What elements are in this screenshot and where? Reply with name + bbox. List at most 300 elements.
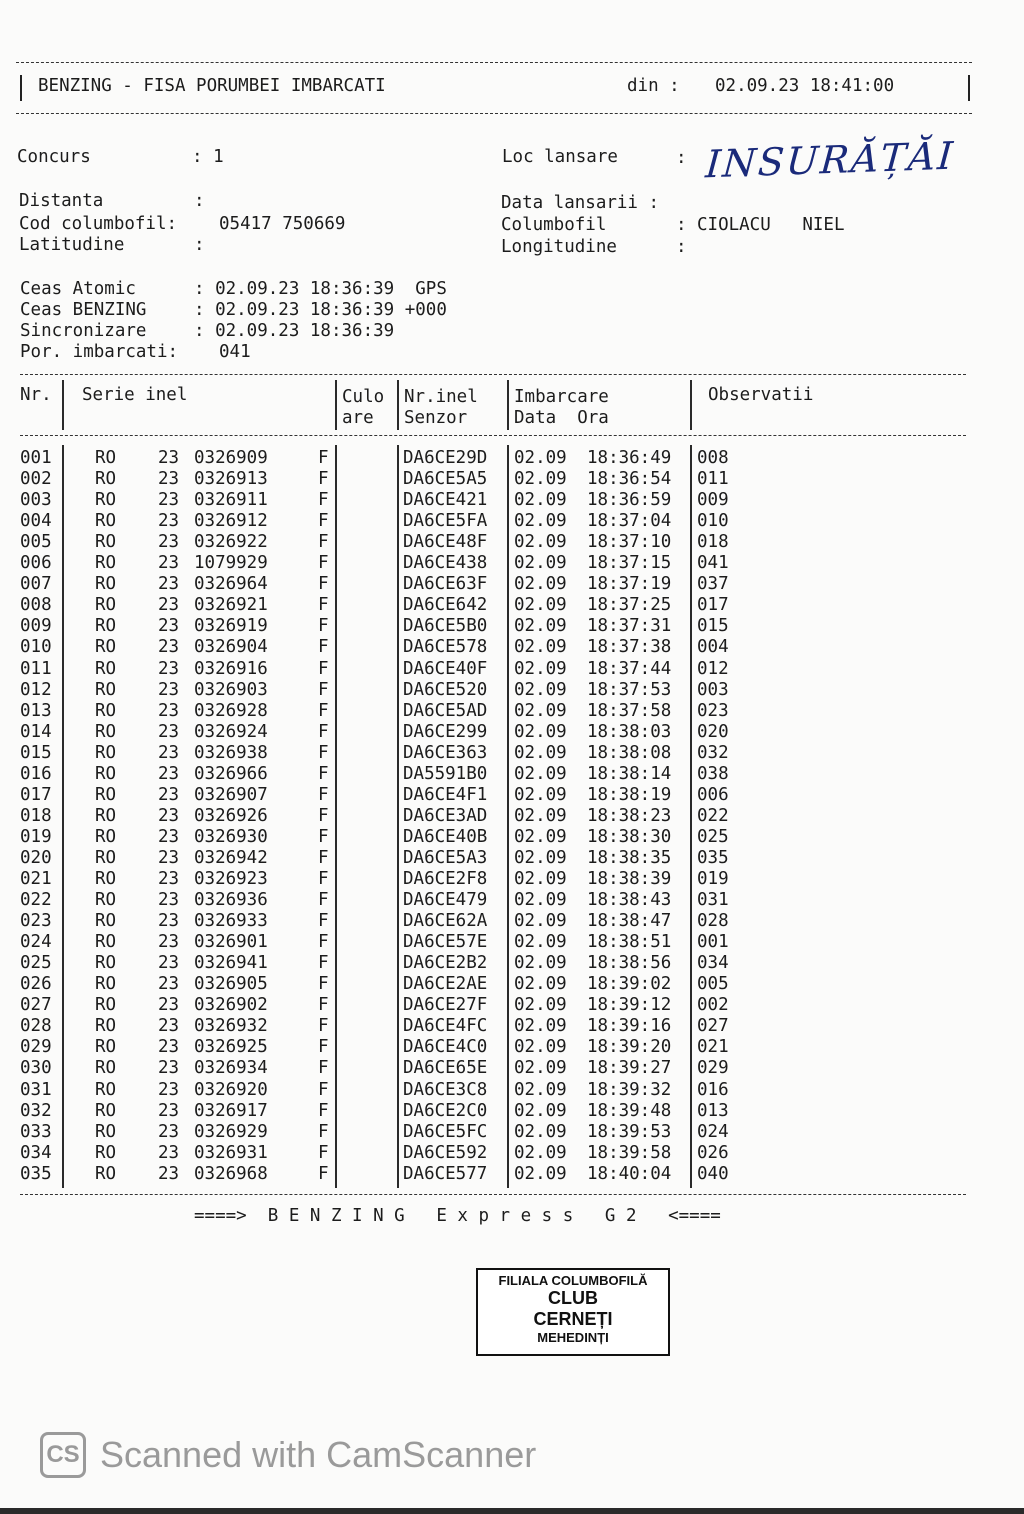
table-row: [0, 848, 960, 869]
cell-ring: 0326905: [194, 974, 268, 995]
vline-header-4: [507, 380, 509, 430]
cell-sex: F: [318, 532, 329, 553]
cell-date: 02.09: [514, 532, 567, 553]
cell-sensor: DA6CE57E: [403, 932, 488, 953]
cell-nr: 007: [20, 574, 52, 595]
cell-sensor: DA6CE27F: [403, 995, 488, 1016]
cell-sex: F: [318, 869, 329, 889]
cell-sensor: DA6CE421: [403, 490, 488, 511]
cell-ring: 0326932: [194, 1016, 268, 1037]
cell-year: 23: [158, 1163, 180, 1184]
cell-ring: 0326936: [194, 890, 268, 911]
cell-sensor: DA6CE2F8: [403, 869, 488, 889]
cell-nr: 025: [20, 953, 52, 974]
col-header-imbarcare-2: Data Ora: [514, 408, 609, 428]
table-row: [0, 1058, 960, 1079]
cell-date: 02.09: [514, 826, 567, 847]
cell-country: RO: [95, 1079, 117, 1100]
cell-time: 18:40:04: [587, 1163, 672, 1184]
longitudine-label: Longitudine: [501, 237, 617, 257]
cell-year: 23: [158, 574, 180, 595]
cell-date: 02.09: [514, 932, 567, 953]
cell-date: 02.09: [514, 679, 567, 700]
cell-sex: F: [318, 953, 329, 974]
cell-date: 02.09: [514, 1142, 567, 1163]
cell-year: 23: [158, 1100, 180, 1121]
cell-time: 18:37:53: [587, 679, 672, 700]
cell-time: 18:37:38: [587, 637, 672, 658]
cell-ring: 0326933: [194, 911, 268, 932]
cell-ring: 0326923: [194, 869, 268, 889]
cell-sensor: DA6CE2B2: [403, 953, 488, 974]
cell-sex: F: [318, 1142, 329, 1163]
table-row: [0, 490, 960, 511]
cell-country: RO: [95, 932, 117, 953]
table-row: [0, 974, 960, 995]
cell-time: 18:36:49: [587, 448, 672, 468]
cell-sex: F: [318, 679, 329, 700]
cell-time: 18:38:19: [587, 784, 672, 805]
stamp-line-3: CERNEȚI: [533, 1309, 613, 1329]
cell-nr: 010: [20, 637, 52, 658]
cell-ring: 0326926: [194, 805, 268, 826]
cell-time: 18:39:12: [587, 995, 672, 1016]
cell-time: 18:37:04: [587, 511, 672, 532]
cell-sensor: DA6CE48F: [403, 532, 488, 553]
cell-ring: 0326938: [194, 742, 268, 763]
cell-obs: 015: [697, 616, 729, 637]
por-imbarcati-value: 041: [219, 342, 251, 362]
cell-sensor: DA6CE63F: [403, 574, 488, 595]
cell-ring: 1079929: [194, 553, 268, 574]
cell-nr: 021: [20, 869, 52, 889]
cell-sensor: DA6CE65E: [403, 1058, 488, 1079]
cell-country: RO: [95, 974, 117, 995]
col-header-imbarcare-1: Imbarcare: [514, 387, 609, 407]
cell-date: 02.09: [514, 595, 567, 616]
cell-time: 18:38:56: [587, 953, 672, 974]
cell-date: 02.09: [514, 658, 567, 679]
cell-nr: 003: [20, 490, 52, 511]
cell-country: RO: [95, 1016, 117, 1037]
cell-obs: 022: [697, 805, 729, 826]
cell-country: RO: [95, 911, 117, 932]
cell-year: 23: [158, 890, 180, 911]
table-row: [0, 764, 960, 785]
cell-country: RO: [95, 1100, 117, 1121]
cell-date: 02.09: [514, 1016, 567, 1037]
cell-year: 23: [158, 721, 180, 742]
cell-nr: 004: [20, 511, 52, 532]
cell-sex: F: [318, 574, 329, 595]
cell-obs: 003: [697, 679, 729, 700]
cell-sensor: DA6CE438: [403, 553, 488, 574]
cell-obs: 008: [697, 448, 729, 468]
cell-time: 18:38:47: [587, 911, 672, 932]
table-row: [0, 869, 960, 890]
cell-nr: 020: [20, 847, 52, 868]
cell-obs: 038: [697, 763, 729, 784]
cell-country: RO: [95, 869, 117, 889]
table-row: [0, 743, 960, 764]
cell-ring: 0326901: [194, 932, 268, 953]
cell-sex: F: [318, 469, 329, 490]
cell-nr: 012: [20, 679, 52, 700]
cell-obs: 002: [697, 995, 729, 1016]
cell-sensor: DA6CE5B0: [403, 616, 488, 637]
cell-ring: 0326907: [194, 784, 268, 805]
cell-ring: 0326966: [194, 763, 268, 784]
table-row: [0, 574, 960, 595]
cell-country: RO: [95, 763, 117, 784]
cell-year: 23: [158, 679, 180, 700]
cell-sex: F: [318, 826, 329, 847]
header-right-bar: [968, 75, 970, 101]
cell-date: 02.09: [514, 616, 567, 637]
cell-time: 18:37:15: [587, 553, 672, 574]
cell-date: 02.09: [514, 784, 567, 805]
table-row: [0, 616, 960, 637]
cell-ring: 0326928: [194, 700, 268, 721]
cell-date: 02.09: [514, 574, 567, 595]
cell-obs: 031: [697, 890, 729, 911]
table-row: [0, 1122, 960, 1143]
col-header-culoare-2: are: [342, 408, 374, 428]
cell-country: RO: [95, 616, 117, 637]
cod-columbofil-label: Cod columbofil:: [19, 214, 178, 234]
cell-obs: 020: [697, 721, 729, 742]
cell-sex: F: [318, 1058, 329, 1079]
cell-sex: F: [318, 1100, 329, 1121]
cell-nr: 019: [20, 826, 52, 847]
cell-sex: F: [318, 448, 329, 468]
table-row: [0, 1016, 960, 1037]
cell-year: 23: [158, 511, 180, 532]
cell-nr: 005: [20, 532, 52, 553]
table-row: [0, 953, 960, 974]
cell-sensor: DA6CE2AE: [403, 974, 488, 995]
cell-obs: 016: [697, 1079, 729, 1100]
table-row: [0, 532, 960, 553]
col-header-culoare-1: Culo: [342, 387, 385, 407]
table-row: [0, 511, 960, 532]
cell-obs: 024: [697, 1121, 729, 1142]
cell-obs: 026: [697, 1142, 729, 1163]
cell-sensor: DA6CE40B: [403, 826, 488, 847]
report-title: BENZING - FISA PORUMBEI IMBARCATI: [38, 76, 386, 96]
cell-ring: 0326925: [194, 1037, 268, 1058]
cell-year: 23: [158, 532, 180, 553]
cell-year: 23: [158, 553, 180, 574]
cell-ring: 0326917: [194, 1100, 268, 1121]
cell-nr: 016: [20, 763, 52, 784]
header-left-bar: [20, 75, 22, 101]
cell-ring: 0326929: [194, 1121, 268, 1142]
table-row: [0, 659, 960, 680]
cell-sex: F: [318, 721, 329, 742]
cell-obs: 019: [697, 869, 729, 889]
camscanner-logo-icon: CS: [40, 1432, 86, 1478]
cell-nr: 030: [20, 1058, 52, 1079]
cell-year: 23: [158, 595, 180, 616]
col-header-nrinel-1: Nr.inel: [404, 387, 478, 407]
cell-year: 23: [158, 469, 180, 490]
cell-sex: F: [318, 995, 329, 1016]
cell-ring: 0326922: [194, 532, 268, 553]
cell-sex: F: [318, 911, 329, 932]
cell-time: 18:39:58: [587, 1142, 672, 1163]
cell-country: RO: [95, 469, 117, 490]
cell-country: RO: [95, 742, 117, 763]
cell-year: 23: [158, 658, 180, 679]
cell-date: 02.09: [514, 847, 567, 868]
table-row: [0, 1143, 960, 1164]
cell-year: 23: [158, 974, 180, 995]
cell-country: RO: [95, 553, 117, 574]
cell-sensor: DA6CE520: [403, 679, 488, 700]
cell-ring: 0326909: [194, 448, 268, 468]
cell-obs: 011: [697, 469, 729, 490]
table-row: [0, 827, 960, 848]
sincronizare-value: : 02.09.23 18:36:39: [194, 321, 395, 341]
cell-nr: 032: [20, 1100, 52, 1121]
cell-date: 02.09: [514, 995, 567, 1016]
vline-header-2: [335, 380, 337, 430]
cell-year: 23: [158, 448, 180, 468]
cell-date: 02.09: [514, 469, 567, 490]
cell-country: RO: [95, 700, 117, 721]
table-row: [0, 785, 960, 806]
concurs-value: : 1: [192, 147, 224, 167]
cell-year: 23: [158, 616, 180, 637]
cell-date: 02.09: [514, 448, 567, 468]
cell-sensor: DA6CE4F1: [403, 784, 488, 805]
cell-time: 18:39:02: [587, 974, 672, 995]
cell-sensor: DA6CE299: [403, 721, 488, 742]
cell-sex: F: [318, 490, 329, 511]
cell-country: RO: [95, 637, 117, 658]
cell-ring: 0326930: [194, 826, 268, 847]
cell-sex: F: [318, 1079, 329, 1100]
cell-date: 02.09: [514, 490, 567, 511]
cell-sensor: DA6CE5AD: [403, 700, 488, 721]
cell-sex: F: [318, 658, 329, 679]
report-datetime: 02.09.23 18:41:00: [715, 76, 895, 96]
cell-date: 02.09: [514, 1100, 567, 1121]
table-row: [0, 1037, 960, 1058]
sincronizare-label: Sincronizare: [20, 321, 147, 341]
cell-nr: 001: [20, 448, 52, 468]
cell-date: 02.09: [514, 511, 567, 532]
cell-sensor: DA6CE578: [403, 637, 488, 658]
cell-time: 18:39:32: [587, 1079, 672, 1100]
cell-obs: 013: [697, 1100, 729, 1121]
cell-nr: 018: [20, 805, 52, 826]
cell-sensor: DA6CE592: [403, 1142, 488, 1163]
cell-country: RO: [95, 805, 117, 826]
cell-date: 02.09: [514, 911, 567, 932]
cell-date: 02.09: [514, 763, 567, 784]
cell-obs: 009: [697, 490, 729, 511]
cell-country: RO: [95, 721, 117, 742]
cell-country: RO: [95, 574, 117, 595]
cell-ring: 0326964: [194, 574, 268, 595]
cell-nr: 017: [20, 784, 52, 805]
cell-nr: 027: [20, 995, 52, 1016]
cell-obs: 021: [697, 1037, 729, 1058]
report-din-label: din :: [627, 76, 680, 96]
table-row: [0, 1101, 960, 1122]
cell-sex: F: [318, 1037, 329, 1058]
footer-banner: ====> B E N Z I N G E x p r e s s G 2 <====: [194, 1206, 721, 1226]
vline-header-3: [397, 380, 399, 430]
cell-time: 18:37:19: [587, 574, 672, 595]
loc-lansare-colon: :: [676, 148, 687, 168]
loc-lansare-label: Loc lansare: [502, 147, 618, 167]
cell-nr: 014: [20, 721, 52, 742]
latitudine-colon: :: [194, 235, 205, 255]
cell-year: 23: [158, 1058, 180, 1079]
stamp-line-1: FILIALA COLUMBOFILĂ: [498, 1273, 648, 1288]
cell-date: 02.09: [514, 553, 567, 574]
cell-year: 23: [158, 763, 180, 784]
cell-date: 02.09: [514, 1037, 567, 1058]
cell-time: 18:39:48: [587, 1100, 672, 1121]
cell-nr: 034: [20, 1142, 52, 1163]
vline-header-5: [690, 380, 692, 430]
cell-country: RO: [95, 1058, 117, 1079]
cell-ring: 0326968: [194, 1163, 268, 1184]
cell-sex: F: [318, 595, 329, 616]
cell-sensor: DA6CE577: [403, 1163, 488, 1184]
cell-obs: 010: [697, 511, 729, 532]
cell-year: 23: [158, 1121, 180, 1142]
cell-year: 23: [158, 1037, 180, 1058]
cell-date: 02.09: [514, 637, 567, 658]
cell-date: 02.09: [514, 1058, 567, 1079]
cell-year: 23: [158, 1016, 180, 1037]
cell-year: 23: [158, 700, 180, 721]
cell-sensor: DA6CE3AD: [403, 805, 488, 826]
cell-obs: 041: [697, 553, 729, 574]
cell-year: 23: [158, 932, 180, 953]
columbofil-label: Columbofil: [501, 215, 607, 235]
table-top-rule: [20, 374, 966, 375]
cell-year: 23: [158, 637, 180, 658]
cell-year: 23: [158, 847, 180, 868]
cell-ring: 0326924: [194, 721, 268, 742]
page-bottom-edge: [0, 1508, 1024, 1514]
ceas-atomic-value: : 02.09.23 18:36:39 GPS: [194, 279, 447, 299]
cell-obs: 034: [697, 953, 729, 974]
stamp-line-4: MEHEDINȚI: [537, 1330, 609, 1345]
col-header-serie: Serie inel: [82, 385, 188, 405]
columbofil-colon: :: [676, 215, 687, 235]
col-header-observatii: Observatii: [708, 385, 814, 405]
cell-date: 02.09: [514, 1121, 567, 1142]
table-row: [0, 1080, 960, 1101]
cell-year: 23: [158, 953, 180, 974]
cell-nr: 031: [20, 1079, 52, 1100]
cell-sensor: DA6CE4C0: [403, 1037, 488, 1058]
cell-time: 18:38:03: [587, 721, 672, 742]
cell-sex: F: [318, 700, 329, 721]
cell-nr: 024: [20, 932, 52, 953]
cell-sex: F: [318, 553, 329, 574]
cell-obs: 006: [697, 784, 729, 805]
cell-time: 18:37:31: [587, 616, 672, 637]
cell-year: 23: [158, 1142, 180, 1163]
cell-obs: 017: [697, 595, 729, 616]
cell-sex: F: [318, 805, 329, 826]
cell-ring: 0326942: [194, 847, 268, 868]
cell-sensor: DA6CE479: [403, 890, 488, 911]
cell-sensor: DA6CE4FC: [403, 1016, 488, 1037]
cell-ring: 0326920: [194, 1079, 268, 1100]
cell-sensor: DA6CE62A: [403, 911, 488, 932]
cell-sensor: DA6CE5FA: [403, 511, 488, 532]
cell-sensor: DA6CE2C0: [403, 1100, 488, 1121]
table-row: [0, 911, 960, 932]
cell-nr: 035: [20, 1163, 52, 1184]
cell-time: 18:37:10: [587, 532, 672, 553]
cell-date: 02.09: [514, 1079, 567, 1100]
cell-obs: 025: [697, 826, 729, 847]
cell-date: 02.09: [514, 742, 567, 763]
cell-country: RO: [95, 1142, 117, 1163]
cell-country: RO: [95, 1037, 117, 1058]
vline-header-1: [62, 380, 64, 430]
cell-country: RO: [95, 595, 117, 616]
col-header-nrinel-2: Senzor: [404, 408, 468, 428]
cell-sex: F: [318, 763, 329, 784]
cell-country: RO: [95, 448, 117, 468]
cell-year: 23: [158, 869, 180, 889]
cell-time: 18:37:44: [587, 658, 672, 679]
cell-obs: 023: [697, 700, 729, 721]
cell-obs: 032: [697, 742, 729, 763]
distanta-colon: :: [194, 191, 205, 211]
cell-obs: 029: [697, 1058, 729, 1079]
cell-nr: 009: [20, 616, 52, 637]
cell-sex: F: [318, 932, 329, 953]
table-header-rule: [20, 435, 966, 436]
cell-nr: 029: [20, 1037, 52, 1058]
table-row: [0, 701, 960, 722]
cell-ring: 0326904: [194, 637, 268, 658]
cell-ring: 0326941: [194, 953, 268, 974]
cod-columbofil-value: 05417 750669: [219, 214, 346, 234]
cell-time: 18:39:27: [587, 1058, 672, 1079]
cell-sensor: DA6CE5A3: [403, 847, 488, 868]
cell-time: 18:38:35: [587, 847, 672, 868]
cell-obs: 035: [697, 847, 729, 868]
cell-nr: 022: [20, 890, 52, 911]
cell-time: 18:38:08: [587, 742, 672, 763]
cell-country: RO: [95, 890, 117, 911]
table-bottom-rule: [20, 1194, 966, 1195]
distanta-label: Distanta: [19, 191, 104, 211]
por-imbarcati-label: Por. imbarcati:: [20, 342, 179, 362]
table-row: [0, 890, 960, 911]
longitudine-colon: :: [676, 237, 687, 257]
cell-time: 18:38:23: [587, 805, 672, 826]
cell-sex: F: [318, 1016, 329, 1037]
cell-nr: 011: [20, 658, 52, 679]
cell-nr: 023: [20, 911, 52, 932]
table-row: [0, 1164, 960, 1185]
table-row: [0, 469, 960, 490]
